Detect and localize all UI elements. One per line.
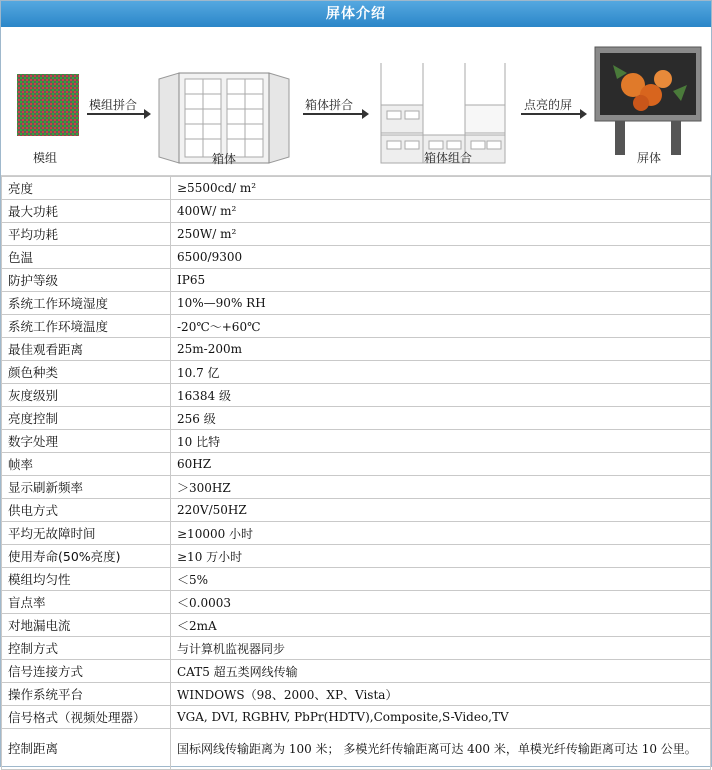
table-row — [2, 591, 711, 614]
step-module-label: 模组 — [33, 151, 58, 165]
table-row — [2, 453, 711, 476]
arrow-label-module-join: 模组拼合 — [89, 98, 138, 112]
table-row — [2, 407, 711, 430]
panel-title: 屏体介绍 — [1, 1, 711, 27]
table-row — [2, 361, 711, 384]
table-row — [2, 246, 711, 269]
spec-value-cell: 256 级 — [171, 407, 711, 430]
spec-key-cell: 信号连接方式 — [2, 660, 171, 683]
table-row — [2, 177, 711, 200]
arrow-right-icon — [521, 113, 581, 115]
spec-value-cell: 16384 级 — [171, 384, 711, 407]
table-row — [2, 614, 711, 637]
spec-key-cell: 系统工作环境湿度 — [2, 292, 171, 315]
table-row — [2, 706, 711, 729]
spec-key-cell: 数字处理 — [2, 430, 171, 453]
spec-value-cell: WINDOWS（98、2000、XP、Vista） — [171, 683, 711, 706]
table-row — [2, 476, 711, 499]
table-row — [2, 568, 711, 591]
table-row — [2, 223, 711, 246]
spec-key-cell: 模组均匀性 — [2, 568, 171, 591]
table-row — [2, 660, 711, 683]
spec-value-cell: ＜5% — [171, 568, 711, 591]
spec-value-cell: 25m-200m — [171, 338, 711, 361]
spec-value-cell: 6500/9300 — [171, 246, 711, 269]
spec-key-cell: 使用寿命(50%亮度) — [2, 545, 171, 568]
spec-value-cell: -20℃～+60℃ — [171, 315, 711, 338]
table-row — [2, 200, 711, 223]
led-screen-image — [593, 45, 703, 157]
table-row — [2, 430, 711, 453]
spec-value-cell: 400W/ m² — [171, 200, 711, 223]
spec-key-cell: 供电方式 — [2, 499, 171, 522]
spec-key-cell: 显示刷新频率 — [2, 476, 171, 499]
spec-key-cell: 亮度控制 — [2, 407, 171, 430]
table-row — [2, 384, 711, 407]
spec-value-cell: IP65 — [171, 269, 711, 292]
step-combination-label: 箱体组合 — [424, 151, 473, 165]
spec-value-cell: ≥10000 小时 — [171, 522, 711, 545]
module-image — [17, 74, 79, 136]
table-row — [2, 545, 711, 568]
spec-key-cell: 平均无故障时间 — [2, 522, 171, 545]
table-row — [2, 522, 711, 545]
table-row — [2, 338, 711, 361]
spec-value-cell: 220V/50HZ — [171, 499, 711, 522]
assembly-flow — [1, 27, 711, 176]
table-row — [2, 683, 711, 706]
spec-key-cell: 最佳观看距离 — [2, 338, 171, 361]
spec-value-cell: 10 比特 — [171, 430, 711, 453]
spec-key-cell: 系统工作环境温度 — [2, 315, 171, 338]
spec-value-cell: ＜0.0003 — [171, 591, 711, 614]
spec-key-cell: 最大功耗 — [2, 200, 171, 223]
spec-key-cell: 操作系统平台 — [2, 683, 171, 706]
spec-value-cell: CAT5 超五类网线传输 — [171, 660, 711, 683]
table-row — [2, 315, 711, 338]
spec-key-cell: 颜色种类 — [2, 361, 171, 384]
spec-value-cell: 250W/ m² — [171, 223, 711, 246]
table-row — [2, 637, 711, 660]
spec-table — [1, 176, 711, 770]
table-row — [2, 269, 711, 292]
spec-value-cell: 60HZ — [171, 453, 711, 476]
spec-value-cell: 国标网线传输距离为 100 米； 多模光纤传输距离可达 400 米，单模光纤传输距离可达 10 公里。 — [171, 729, 711, 770]
spec-value-cell: 与计算机监视器同步 — [171, 637, 711, 660]
table-row — [2, 499, 711, 522]
spec-key-cell: 控制距离 — [2, 729, 171, 770]
spec-key-cell: 防护等级 — [2, 269, 171, 292]
arrow-right-icon — [87, 113, 145, 115]
spec-key-cell: 信号格式（视频处理器） — [2, 706, 171, 729]
arrow-right-icon — [303, 113, 363, 115]
arrow-label-lit-screen: 点亮的屏 — [524, 98, 573, 112]
spec-key-cell: 平均功耗 — [2, 223, 171, 246]
table-row — [2, 292, 711, 315]
arrow-label-cabinet-join: 箱体拼合 — [305, 98, 354, 112]
spec-key-cell: 色温 — [2, 246, 171, 269]
spec-value-cell: ＞300HZ — [171, 476, 711, 499]
table-row — [2, 729, 711, 770]
spec-key-cell: 亮度 — [2, 177, 171, 200]
spec-key-cell: 盲点率 — [2, 591, 171, 614]
spec-key-cell: 帧率 — [2, 453, 171, 476]
spec-value-cell: VGA, DVI, RGBHV, PbPr(HDTV),Composite,S-Video,TV — [171, 706, 711, 729]
spec-key-cell: 控制方式 — [2, 637, 171, 660]
spec-key-cell: 对地漏电流 — [2, 614, 171, 637]
spec-value-cell: 10%—90% RH — [171, 292, 711, 315]
spec-value-cell: ≥5500cd/ m² — [171, 177, 711, 200]
spec-value-cell: 10.7 亿 — [171, 361, 711, 384]
spec-value-cell: ≥10 万小时 — [171, 545, 711, 568]
step-screen-label: 屏体 — [637, 151, 662, 165]
spec-key-cell: 灰度级别 — [2, 384, 171, 407]
spec-value-cell: ＜2mA — [171, 614, 711, 637]
step-cabinet-label: 箱体 — [212, 152, 237, 166]
